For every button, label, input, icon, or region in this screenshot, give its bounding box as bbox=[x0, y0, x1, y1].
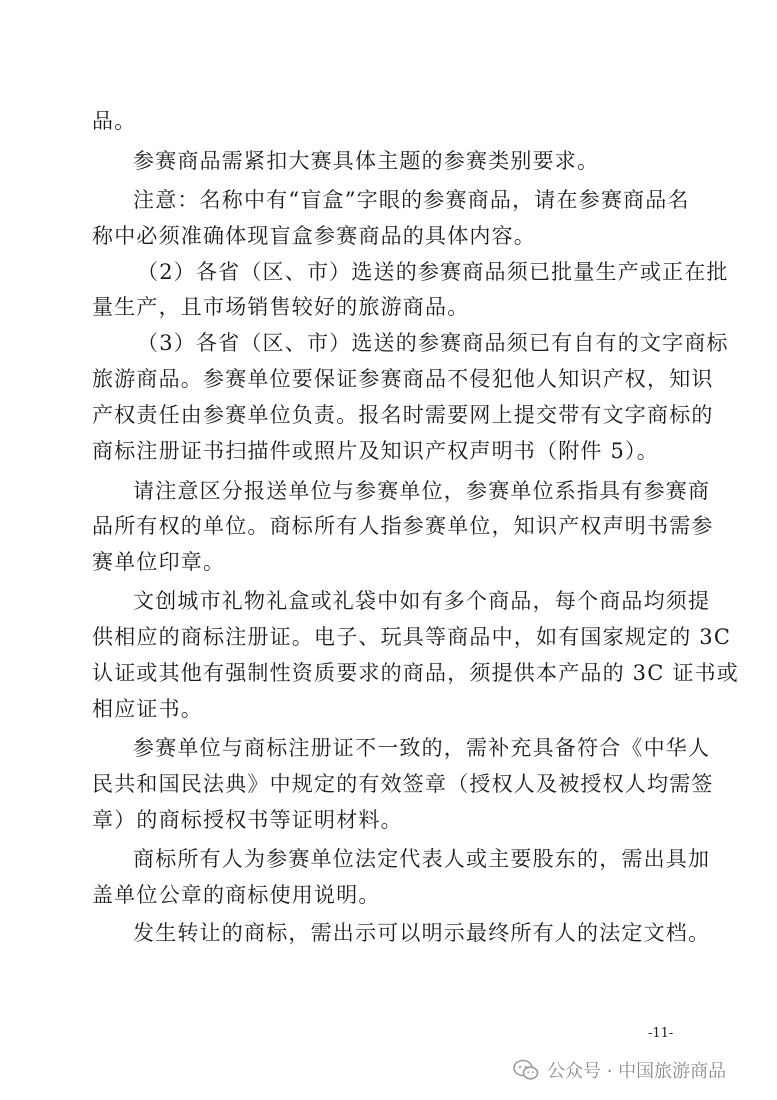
paragraph-line: 注意：名称中有“盲盒”字眼的参赛商品，请在参赛商品名 bbox=[133, 188, 690, 212]
paragraph-line: 商标所有人为参赛单位法定代表人或主要股东的，需出具加 bbox=[133, 847, 711, 871]
paragraph-line: 请注意区分报送单位与参赛单位，参赛单位系指具有参赛商 bbox=[133, 479, 711, 503]
paragraph-line: 民共和国民法典》中规定的有效签章（授权人及被授权人均需签 bbox=[92, 772, 714, 796]
paragraph-line: 商标注册证书扫描件或照片及知识产权声明书（附件 5）。 bbox=[92, 439, 659, 463]
paragraph-line: 供相应的商标注册证。电子、玩具等商品中，如有国家规定的 3C bbox=[92, 625, 732, 649]
paragraph-line: 发生转让的商标，需出示可以明示最终所有人的法定文档。 bbox=[133, 921, 711, 945]
paragraph-line: 相应证书。 bbox=[92, 697, 203, 721]
paragraph-line: 文创城市礼物礼盒或礼袋中如有多个商品，每个商品均须提 bbox=[133, 589, 711, 613]
paragraph-line: 品所有权的单位。商标所有人指参赛单位，知识产权声明书需参 bbox=[92, 514, 714, 538]
paragraph-line: 旅游商品。参赛单位要保证参赛商品不侵犯他人知识产权，知识 bbox=[92, 367, 714, 391]
watermark-text: 公众号 · 中国旅游商品 bbox=[547, 1061, 727, 1082]
paragraph-line: 赛单位印章。 bbox=[92, 550, 226, 574]
wechat-icon bbox=[513, 1059, 539, 1081]
paragraph-line: 参赛商品需紧扣大赛具体主题的参赛类别要求。 bbox=[133, 149, 600, 173]
paragraph-line: （3）各省（区、市）选送的参赛商品须已有自有的文字商标 bbox=[137, 331, 729, 355]
paragraph-line: 盖单位公章的商标使用说明。 bbox=[92, 883, 381, 907]
paragraph-line: （2）各省（区、市）选送的参赛商品须已批量生产或正在批 bbox=[137, 260, 729, 284]
paragraph-line: 章）的商标授权书等证明材料。 bbox=[92, 808, 403, 832]
paragraph-line: 认证或其他有强制性资质要求的商品，须提供本产品的 3C 证书或 bbox=[92, 661, 739, 685]
paragraph-line: 品。 bbox=[92, 109, 137, 133]
watermark bbox=[513, 1056, 726, 1084]
paragraph-line: 称中必须准确体现盲盒参赛商品的具体内容。 bbox=[92, 224, 536, 248]
page-number: -11- bbox=[648, 1026, 674, 1041]
paragraph-line: 量生产，且市场销售较好的旅游商品。 bbox=[92, 295, 470, 319]
paragraph-line: 产权责任由参赛单位负责。报名时需要网上提交带有文字商标的 bbox=[92, 403, 714, 427]
paragraph-line: 参赛单位与商标注册证不一致的，需补充具备符合《中华人 bbox=[133, 736, 711, 760]
